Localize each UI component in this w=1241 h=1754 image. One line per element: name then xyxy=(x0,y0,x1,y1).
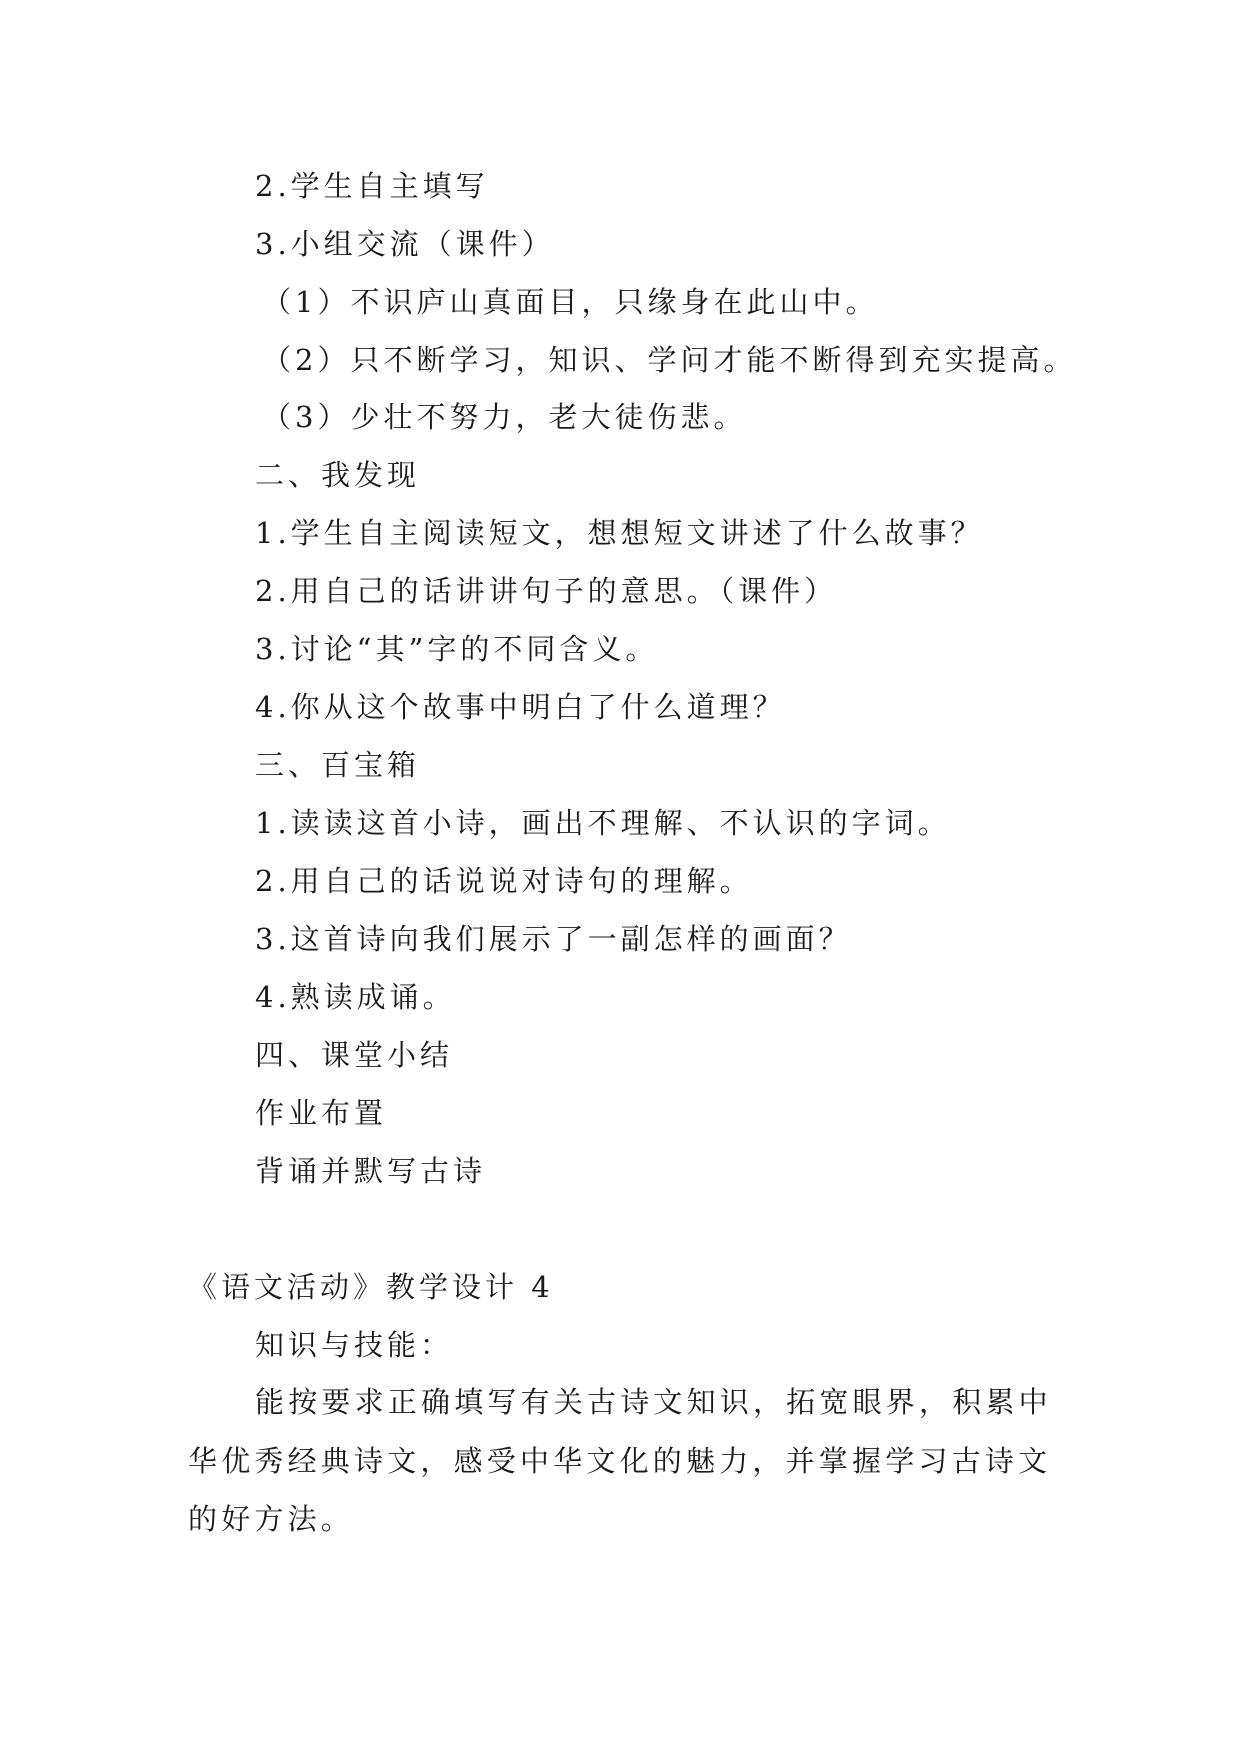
text-line: 2.用自己的话讲讲句子的意思。（课件） xyxy=(255,574,838,608)
text-line: 3.小组交流（课件） xyxy=(255,227,555,261)
text-line: 作业布置 xyxy=(255,1096,388,1130)
text-line: 3.讨论“其”字的不同含义。 xyxy=(255,632,659,666)
section-heading: 二、我发现 xyxy=(255,458,421,492)
text-line: 背诵并默写古诗 xyxy=(255,1154,487,1188)
text-line: （1）不识庐山真面目，只缘身在此山中。 xyxy=(262,285,879,319)
section-heading: 四、课堂小结 xyxy=(255,1038,454,1072)
text-line: 2.学生自主填写 xyxy=(255,169,489,203)
text-line: 1.读读这首小诗，画出不理解、不认识的字词。 xyxy=(255,806,951,840)
body-paragraph: 能按要求正确填写有关古诗文知识，拓宽眼界，积累中华优秀经典诗文，感受中华文化的魅力，并掌握学习古诗文的好方法。 xyxy=(188,1385,1052,1536)
section-heading: 三、百宝箱 xyxy=(255,748,421,782)
text-line: （2）只不断学习，知识、学问才能不断得到充实提高。 xyxy=(262,343,1077,377)
text-line: 4.你从这个故事中明白了什么道理？ xyxy=(255,690,786,724)
text-line: （3）少壮不努力，老大徒伤悲。 xyxy=(262,400,747,434)
text-line: 3.这首诗向我们展示了一副怎样的画面？ xyxy=(255,922,852,956)
section-title: 《语文活动》教学设计 4 xyxy=(188,1270,554,1304)
text-line: 1.学生自主阅读短文，想想短文讲述了什么故事？ xyxy=(255,516,984,550)
text-line: 2.用自己的话说说对诗句的理解。 xyxy=(255,864,753,898)
text-line: 4.熟读成诵。 xyxy=(255,980,456,1014)
subheading: 知识与技能： xyxy=(255,1328,454,1362)
